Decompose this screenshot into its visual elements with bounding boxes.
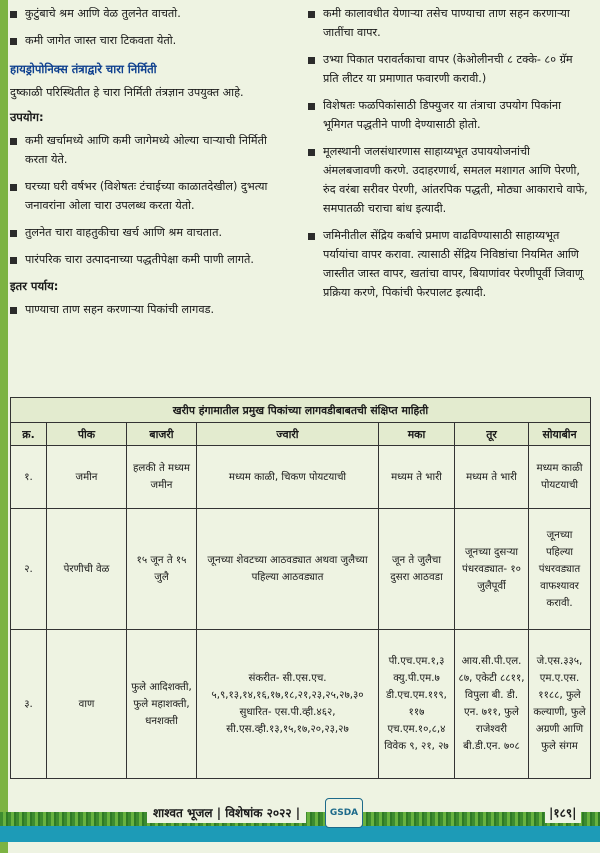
table-cell: संकरीत- सी.एस.एच. ५,९,१३,१४,१६,१७,१८,२१,२३,२५,२७,३० सुधारित- एस.पी.व्ही.४६२, सी.एस.व्ही.१३,१५,१७,२०,२३,२७	[197, 630, 379, 779]
page-footer	[0, 798, 600, 853]
list-item: जमिनीतील सेंद्रिय कर्बाचे प्रमाण वाढविण्यासाठी साहाय्यभूत पर्यायांचा वापर करावा. त्यासाठी सेंद्रिय निविष्ठांचा नियमित आणि जास्तीत जास्त वापर, खतांचा वापर, बियाणांवर पेरणीपूर्वी जिवाणू प्रक्रिया करणे, पिकांची फेरपालट इत्यादी.	[308, 226, 590, 302]
decorative-side-strip	[0, 0, 8, 853]
table-cell: १.	[11, 446, 47, 509]
table-cell: जूनच्या पहिल्या पंधरवड्यात वाफश्यावर करावी.	[529, 509, 591, 630]
table-cell: आय.सी.पी.एल. ८७, एकेटी ८८११, विपुला बी. डी. एन. ७११, फुले राजेश्वरी बी.डी.एन. ७०८	[455, 630, 529, 779]
table-cell: जे.एस.३३५, एम.ए.एस. ११८८, फुले कल्याणी, फुले अग्रणी आणि फुले संगम	[529, 630, 591, 779]
table-cell: वाण	[47, 630, 127, 779]
table-header-cell: बाजरी	[127, 423, 197, 446]
table-row	[11, 509, 591, 630]
table-cell: मध्यम काळी, चिकण पोयटयाची	[197, 446, 379, 509]
list-item: विशेषतः फळपिकांसाठी डिफ्युजर या तंत्राचा उपयोग पिकांना भूमिगत पद्धतीने पाणी देण्यासाठी होतो.	[308, 96, 590, 134]
list-item: कुटुंबाचे श्रम आणि वेळ तुलनेत वाचतो.	[10, 4, 292, 23]
table-header-cell: मका	[379, 423, 455, 446]
table-cell: जमीन	[47, 446, 127, 509]
bullet-square-icon	[10, 307, 17, 314]
bullet-square-icon	[10, 230, 17, 237]
table-cell: जून ते जुलैचा दुसरा आठवडा	[379, 509, 455, 630]
hydroponics-heading: हायड्रोपोनिक्स तंत्राद्वारे चारा निर्मिती	[10, 62, 157, 76]
table-header-cell: सोयाबीन	[529, 423, 591, 446]
table-row	[11, 630, 591, 779]
bullet-square-icon	[10, 11, 17, 18]
table-cell: १५ जून ते १५ जुलै	[127, 509, 197, 630]
water-band-decoration	[0, 826, 600, 842]
table-cell: मध्यम ते भारी	[455, 446, 529, 509]
list-item: कमी खर्चामध्ये आणि कमी जागेमध्ये ओल्या चाऱ्याची निर्मिती करता येते.	[10, 131, 292, 169]
bullet-square-icon	[308, 233, 315, 240]
table-row	[11, 446, 591, 509]
bullet-square-icon	[10, 257, 17, 264]
list-item: उभ्या पिकात परावर्तकाचा वापर (केओलीनची ८ टक्के- ८० ग्रॅम प्रति लीटर या प्रमाणात फवारणी करावी.)	[308, 50, 590, 88]
table-cell: मध्यम काळी पोयटयाची	[529, 446, 591, 509]
kharif-crops-table	[10, 397, 591, 779]
table-cell: पी.एच.एम.१,३ क्यु.पी.एम.७ डी.एच.एम.११९, ११७ एच.एम.१०,८,४ विवेक ९, २१, २७	[379, 630, 455, 779]
list-item: घरच्या घरी वर्षभर (विशेषतः टंचाईच्या काळातदेखील) दुभत्या जनावरांना ओला चारा उपलब्ध करता येतो.	[10, 177, 292, 215]
hydroponics-paragraph: दुष्काळी परिस्थितीत हे चारा निर्मिती तंत्रज्ञान उपयुक्त आहे.	[10, 86, 244, 99]
table-header-cell: क्र.	[11, 423, 47, 446]
table-cell: जूनच्या दुसऱ्या पंधरवड्यात- १० जुलैपूर्वी	[455, 509, 529, 630]
list-item: कमी कालावधीत येणाऱ्या तसेच पाण्याचा ताण सहन करणाऱ्या जातींचा वापर.	[308, 4, 590, 42]
table-header-cell: पीक	[47, 423, 127, 446]
list-item: पाण्याचा ताण सहन करणाऱ्या पिकांची लागवड.	[10, 300, 292, 319]
list-item: तुलनेत चारा वाहतुकीचा खर्च आणि श्रम वाचतात.	[10, 223, 292, 242]
table-header-cell: ज्वारी	[197, 423, 379, 446]
bullet-square-icon	[10, 138, 17, 145]
table-cell: जूनच्या शेवटच्या आठवड्यात अथवा जुलैच्या पहिल्या आठवड्यात	[197, 509, 379, 630]
kharif-crops-table-wrapper	[10, 397, 590, 779]
other-options-heading: इतर पर्याय:	[10, 279, 59, 293]
right-column	[308, 4, 590, 310]
gsda-logo-icon: GSDA	[325, 798, 363, 828]
bullet-square-icon	[308, 103, 315, 110]
left-column	[10, 4, 292, 327]
table-cell: फुले आदिशक्ती, फुले महाशक्ती, धनशक्ती	[127, 630, 197, 779]
bullet-square-icon	[308, 149, 315, 156]
list-item: पारंपरिक चारा उत्पादनाच्या पद्धतीपेक्षा कमी पाणी लागते.	[10, 250, 292, 269]
page-number: |१८९|	[545, 803, 581, 823]
list-item: कमी जागेत जास्त चारा टिकवता येतो.	[10, 31, 292, 50]
publication-title: शाश्वत भूजल | विशेषांक २०२२ |	[147, 803, 306, 823]
table-cell: २.	[11, 509, 47, 630]
table-cell: पेरणीची वेळ	[47, 509, 127, 630]
uses-heading: उपयोग:	[10, 110, 44, 124]
list-item: मूलस्थानी जलसंधारणास साहाय्यभूत उपाययोजनांची अंमलबजावणी करणे. उदाहरणार्थ, समतल मशागत आणि पेरणी, रुंद वरंबा सरीवर पेरणी, आंतरपिक पद्धती, मोठ्या आकाराचे वाफे, समपातळी चराचा बांध इत्यादी.	[308, 142, 590, 218]
table-caption: खरीप हंगामातील प्रमुख पिकांच्या लागवडीबाबतची संक्षिप्त माहिती	[11, 398, 591, 423]
bullet-square-icon	[308, 11, 315, 18]
table-cell: मध्यम ते भारी	[379, 446, 455, 509]
table-cell: ३.	[11, 630, 47, 779]
table-header-cell: तूर	[455, 423, 529, 446]
bullet-square-icon	[10, 184, 17, 191]
bullet-square-icon	[308, 57, 315, 64]
bullet-square-icon	[10, 38, 17, 45]
table-cell: हलकी ते मध्यम जमीन	[127, 446, 197, 509]
